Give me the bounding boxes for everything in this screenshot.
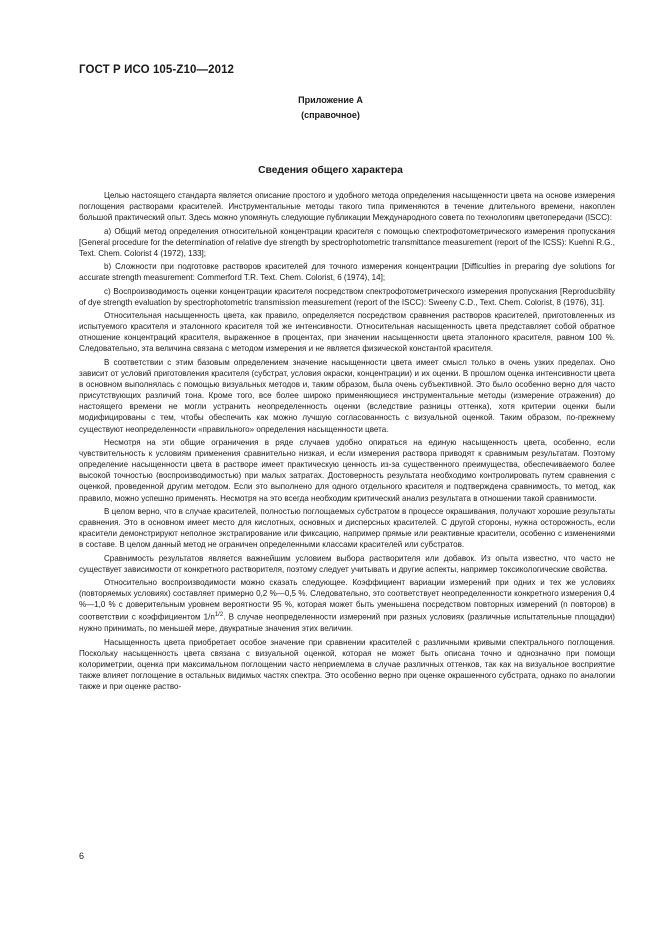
page-number: 6 (79, 851, 85, 861)
standard-header: ГОСТ Р ИСО 105-Z10—2012 (79, 64, 235, 76)
paragraph-reproducibility: Относительно воспроизводимости можно сказать следующее. Коэффициент вариации измерений при одних и тех же условиях (повторяемых условиях) составляет примерно 0,2 %—0,5 %. Следовательно, это соответствует неопределенности конкретного измерения 0,4 %—1,0 % с доверительным уровнем вероятности 95 %, которая может быть уменьшена посредством повторных измерений (n повторов) в соответствии с коэффициентом $1/n^{1/2}$. В случае неопределенности измерений при разных условиях (различные испытательные площадки) нужно принимать, по меньшей мере, двукратные значения этих величин. (79, 578, 615, 634)
paragraph-item-a: a) Общий метод определения относительной концентрации красителя с помощью спектрофотометрического измерения пропускания [General procedure for the determination of relative dye strength by spectrophotometric transmittance measurement (report of the ICSS): Kuehni R.G., Text. Chem. Colorist 4 (1972), 133]; (79, 226, 615, 258)
paragraph-item-b: b) Сложности при подготовке растворов красителей для точного измерения концентрации [Difficulties in preparing dye solutions for accurate strength measurement: Commerford T.R. Text. Chem. Colorist, 6 (1974), 14]; (79, 262, 615, 283)
paragraph-spectral-curves: Насыщенность цвета приобретает особое значение при сравнении красителей с различными кривыми спектрального поглощения. Поскольку насыщенность цвета связана с визуальной оценкой, которая не может быть описана точно и однозначно при помощи колориметрии, оценка при максимальном поглощении часто неприемлема в случае различных оттенков, так как на визуальное восприятие также влияет поглощение в остальных видимых частях спектра. Это особенно верно при оценке окрашенного субстрата, однако по аналогии также и при оценке раство- (79, 637, 615, 692)
paragraph-comparability: Сравнимость результатов является важнейшим условием выбора растворителя или добавок. Из опыта известно, что часто не существует зависимости от конкретного растворителя, поэтому следует учитывать и другие аспекты, например токсикологические свойства. (79, 553, 615, 574)
exponent-superscript: 1/2 (214, 612, 224, 619)
section-title: Сведения общего характера (258, 165, 403, 176)
paragraph-relative-strength: Относительная насыщенность цвета, как правило, определяется посредством сравнения растворов красителей, приготовленных из испытуемого красителя и эталонного красителя той же интенсивности. Относительная насыщенность цвета представляет собой обратное отношение концентраций красителя, выраженное в процентах, при значении насыщенности цвета эталонного красителя, равном 100 %. Следовательно, эта величина связана с методом измерения и не является физической константой красителя. (79, 310, 615, 354)
paragraph-intro: Целью настоящего стандарта является описание простого и удобного метода определения насыщенности цвета на основе измерения поглощения растворами красителей. Инструментальные методы такого типа применяются в течение длительного времени, накоплен большой практический опыт. Здесь можно упомянуть следующие публикации Международного совета по технологиям цветопередачи (ISCC): (79, 191, 615, 223)
annex-title: Приложение А (298, 95, 363, 105)
paragraph-basic-definition: В соответствии с этим базовым определением значение насыщенности цвета имеет смысл только в очень узких пределах. Оно зависит от условий приготовления красителя (субстрат, условия окраски, концентрации) и их оценки. В прошлом оценка интенсивности цвета в основном выполнялась с помощью визуальных методов и, таким образом, была очень субъективной. Это было особенно верно для часто присутствующих различий тона. Кроме того, все более широко применяющиеся инструментальные методы (измерение отражения) до настоящего времени не могли устранить неопределенность оценки (вследствие разницы оттенка), хотя критерии оценки были модифицированы с тем, чтобы обеспечить как можно лучшую согласованность с визуальной оценкой. Таким образом, по-прежнему существуют неопределенности «правильного» определения насыщенности цвета. (79, 357, 615, 434)
annex-note: (справочное) (301, 110, 360, 120)
body-text (79, 190, 615, 694)
paragraph-general-limitations: Несмотря на эти общие ограничения в ряде случаев удобно опираться на единую насыщенность цвета, особенно, если чувствительность к условиям применения сравнительно низкая, и если измерения раствора приводят к сравнимым результатам. Поэтому определение насыщенности цвета в растворе имеет практическую ценность из-за существенного преимущества, обеспечиваемого более высокой точностью (воспроизводимостью) при малых затратах. Достоверность результата необходимо контролировать путем сравнения с оценкой, проведенной другим методом. Если это выполнено для одного отдельного красителя и подтверждена сравнимость, то метод, как правило, можно успешно применять. Несмотря на это всегда необходим критический анализ результата в отношении такой сравнимости. (79, 437, 615, 503)
paragraph-comparison-results: В целом верно, что в случае красителей, полностью поглощаемых субстратом в процессе окрашивания, получают хорошие результаты сравнения. Это в основном имеет место для кислотных, основных и дисперсных красителей. С другой стороны, нужна осторожность, если красители демонстрируют неполное экстрагирование или фиксацию, например прямые или реактивные красители, особенно с изменениями в составе. В целом данный метод не ограничен определенными классами красителей или субстратов. (79, 506, 615, 550)
paragraph-item-c: c) Воспроизводимость оценки концентрации красителя посредством спектрофотометрического измерения пропускания [Reproducibility of dye strength evaluation by spectrophotometric transmission measurement (report of the ISCC): Sweeny C.D., Text. Chem. Colorist, 8 (1976), 31]. (79, 286, 615, 307)
